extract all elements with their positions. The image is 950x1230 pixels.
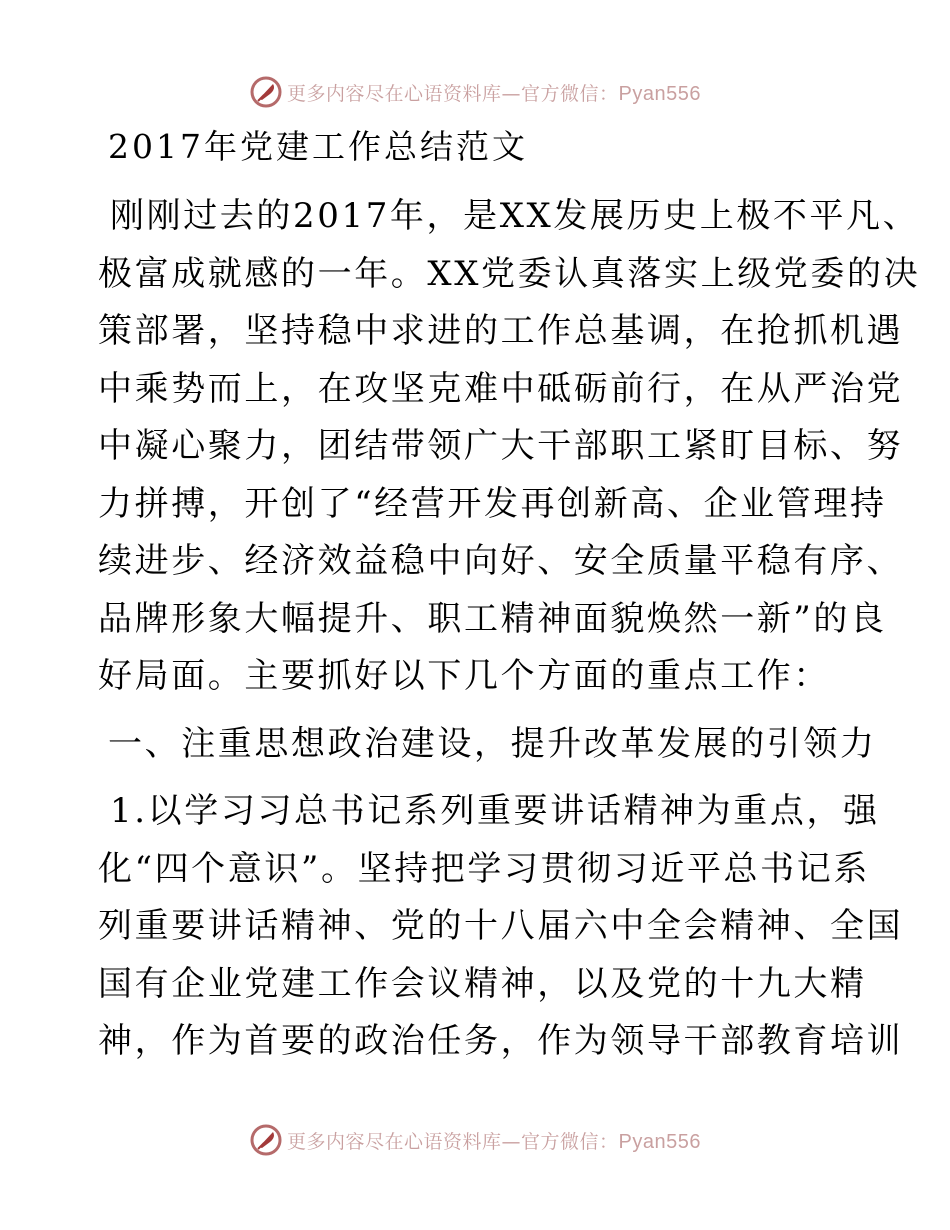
paragraph-line: 刚刚过去的2017年，是XX发展历史上极不平凡、	[110, 196, 920, 236]
paragraph-line: 国有企业党建工作会议精神，以及党的十九大精	[98, 963, 867, 1004]
paragraph-line: 策部署，坚持稳中求进的工作总基调，在抢抓机遇	[98, 311, 904, 351]
paragraph-line: 列重要讲话精神、党的十八届六中全会精神、全国	[98, 906, 904, 946]
paragraph-line: 力拼搏，开创了“经营开发再创新高、企业管理持	[98, 483, 887, 524]
document-body	[98, 118, 921, 1071]
document-title: 2017年党建工作总结范文	[108, 127, 528, 166]
item-1-paragraph	[98, 783, 904, 1071]
watermark-wechat-label: 官方微信：	[521, 1130, 619, 1153]
paragraph-line: 神，作为首要的政治任务，作为领导干部教育培训	[98, 1021, 904, 1061]
watermark-separator: —	[501, 82, 522, 105]
intro-paragraph	[98, 188, 921, 706]
paragraph-line: 续进步、经济效益稳中向好、安全质量平稳有序、	[98, 541, 904, 581]
watermark-text: 更多内容尽在心语资料库	[287, 82, 502, 105]
paragraph-line: 1.以学习习总书记系列重要讲话精神为重点，强	[110, 791, 880, 831]
paragraph-line: 好局面。主要抓好以下几个方面的重点工作：	[98, 656, 830, 696]
paragraph-line: 化“四个意识”。坚持把学习贯彻习近平总书记系	[98, 848, 870, 889]
paragraph-line: 中凝心聚力，团结带领广大干部职工紧盯目标、努	[98, 426, 904, 466]
feather-pen-logo-icon	[249, 75, 283, 109]
watermark-bottom	[0, 1120, 950, 1160]
paragraph-line: 品牌形象大幅提升、职工精神面貌焕然一新”的良	[98, 598, 887, 639]
watermark-wechat-id: Pyan556	[618, 1130, 701, 1153]
watermark-top	[0, 72, 950, 112]
feather-pen-logo-icon	[249, 1123, 283, 1157]
watermark-wechat-label: 官方微信：	[521, 82, 619, 105]
paragraph-line: 极富成就感的一年。XX党委认真落实上级党委的决	[98, 253, 921, 294]
watermark-separator: —	[501, 1130, 522, 1153]
section-heading: 一、注重思想政治建设，提升改革发展的引领力	[108, 723, 877, 764]
watermark-text: 更多内容尽在心语资料库	[287, 1130, 502, 1153]
paragraph-line: 中乘势而上，在攻坚克难中砥砺前行，在从严治党	[98, 368, 904, 409]
watermark-wechat-id: Pyan556	[618, 82, 701, 105]
